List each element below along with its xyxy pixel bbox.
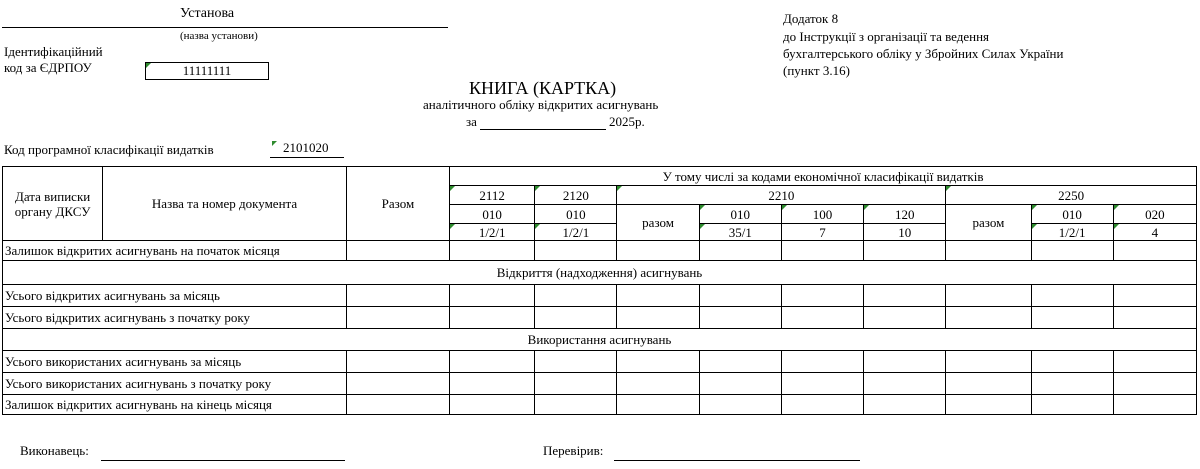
code-2210-total: разом [617, 205, 699, 241]
checker-signature-line[interactable] [614, 460, 860, 461]
table-cell[interactable] [1113, 395, 1196, 415]
cell-marker-icon [946, 186, 951, 191]
table-cell[interactable] [699, 395, 781, 415]
table-cell[interactable] [946, 285, 1031, 307]
row-label-open-year: Усього відкритих асигнувань з початку року [3, 307, 347, 329]
table-cell[interactable] [864, 241, 946, 261]
code-2250: 2250 [946, 186, 1197, 205]
appendix-line2: до Інструкції з організації та ведення [783, 29, 990, 44]
table-cell[interactable] [535, 351, 617, 373]
cell-marker-icon [1032, 205, 1037, 210]
cell-marker-icon [782, 205, 787, 210]
table-cell[interactable] [1031, 395, 1113, 415]
table-cell[interactable] [1113, 241, 1196, 261]
code-2210: 2210 [617, 186, 946, 205]
table-cell[interactable] [1031, 373, 1113, 395]
table-cell[interactable] [699, 307, 781, 329]
table-cell[interactable] [1031, 351, 1113, 373]
table-cell[interactable] [535, 395, 617, 415]
institution-caption: (назва установи) [180, 30, 258, 42]
cell-marker-icon [1032, 224, 1037, 229]
table-cell[interactable] [699, 285, 781, 307]
row-label-used-year: Усього використаних асигнувань з початку року [3, 373, 347, 395]
month-underline[interactable] [480, 129, 606, 130]
program-code-label: Код програмної класифікації видатків [4, 142, 214, 157]
kpk-2210-b: 7 [781, 224, 863, 241]
table-cell[interactable] [781, 307, 863, 329]
table-row [3, 285, 1197, 307]
table-cell[interactable] [781, 351, 863, 373]
table-cell[interactable] [450, 395, 535, 415]
cell-marker-icon [864, 205, 869, 210]
code-2120: 2120 [535, 186, 617, 205]
table-cell[interactable] [535, 307, 617, 329]
edrpou-value: 11111111 [182, 63, 232, 78]
table-cell[interactable] [450, 373, 535, 395]
kpk-2250-a: 1/2/1 [1031, 224, 1113, 241]
table-row [3, 307, 1197, 329]
table-cell[interactable] [346, 241, 449, 261]
executor-label: Виконавець: [20, 443, 89, 458]
table-cell[interactable] [1031, 285, 1113, 307]
table-cell[interactable] [1031, 307, 1113, 329]
cell-marker-icon [617, 186, 622, 191]
row-label-closing: Залишок відкритих асигнувань на кінець місяця [3, 395, 347, 415]
kpk-2112: 1/2/1 [450, 224, 535, 241]
program-code-value: 2101020 [283, 140, 329, 155]
row-label-open-month: Усього відкритих асигнувань за місяць [3, 285, 347, 307]
cell-marker-icon [450, 186, 455, 191]
appendix-line3: бухгалтерського обліку у Збройних Силах України [783, 46, 1064, 61]
table-row [3, 373, 1197, 395]
table-cell[interactable] [450, 307, 535, 329]
table-cell[interactable] [1113, 285, 1196, 307]
table-cell[interactable] [699, 241, 781, 261]
cell-marker-icon [272, 141, 277, 146]
code-2112-sub: 010 [450, 205, 535, 224]
table-cell[interactable] [535, 241, 617, 261]
header-document: Назва та номер документа [103, 167, 347, 241]
table-cell[interactable] [1031, 241, 1113, 261]
edrpou-field[interactable] [145, 62, 269, 80]
cell-marker-icon [700, 224, 705, 229]
cell-marker-icon [450, 224, 455, 229]
section-opening-appropriations: Відкриття (надходження) асигнувань [3, 261, 1197, 285]
table-cell[interactable] [781, 373, 863, 395]
cell-marker-icon [1114, 224, 1119, 229]
table-row [3, 395, 1197, 415]
table-cell[interactable] [450, 285, 535, 307]
table-cell[interactable] [617, 241, 699, 261]
table-cell[interactable] [617, 395, 699, 415]
table-cell[interactable] [699, 351, 781, 373]
table-cell[interactable] [450, 351, 535, 373]
code-2250-total: разом [946, 205, 1031, 241]
table-cell[interactable] [535, 373, 617, 395]
code-2112: 2112 [450, 186, 535, 205]
table-cell[interactable] [946, 351, 1031, 373]
code-2250-b: 020 [1113, 205, 1196, 224]
executor-signature-line[interactable] [101, 460, 345, 461]
cell-marker-icon [146, 63, 151, 68]
kpk-2250-b: 4 [1113, 224, 1196, 241]
section-used-appropriations: Використання асигнувань [3, 329, 1197, 351]
table-cell[interactable] [781, 241, 863, 261]
appendix-number: Додаток 8 [783, 11, 839, 26]
row-label-opening: Залишок відкритих асигнувань на початок місяця [3, 241, 347, 261]
table-cell[interactable] [617, 285, 699, 307]
table-cell[interactable] [617, 351, 699, 373]
table-cell[interactable] [1113, 351, 1196, 373]
checker-label: Перевірив: [543, 443, 604, 458]
table-cell[interactable] [864, 307, 946, 329]
cell-marker-icon [535, 224, 540, 229]
header-total: Разом [346, 167, 449, 241]
table-row [3, 241, 1197, 261]
table-cell[interactable] [864, 285, 946, 307]
edrpou-label-line1: Ідентифікаційний [4, 44, 103, 59]
book-subtitle: аналітичного обліку відкритих асигнувань [423, 97, 659, 112]
row-label-used-month: Усього використаних асигнувань за місяць [3, 351, 347, 373]
table-cell[interactable] [946, 241, 1031, 261]
table-cell[interactable] [617, 307, 699, 329]
code-2120-sub: 010 [535, 205, 617, 224]
table-cell[interactable] [699, 373, 781, 395]
kpk-2210-a: 35/1 [699, 224, 781, 241]
cell-marker-icon [1114, 205, 1119, 210]
header-date: Дата виписки органу ДКСУ [3, 167, 103, 241]
table-cell[interactable] [346, 373, 449, 395]
table-cell[interactable] [781, 285, 863, 307]
code-2210-a: 010 [699, 205, 781, 224]
table-cell[interactable] [946, 373, 1031, 395]
appropriations-table [2, 166, 1197, 415]
year-prefix: за [466, 114, 477, 129]
table-cell[interactable] [1113, 373, 1196, 395]
table-cell[interactable] [450, 241, 535, 261]
cell-marker-icon [535, 186, 540, 191]
code-2210-c: 120 [864, 205, 946, 224]
year-suffix: 2025р. [609, 114, 645, 129]
table-cell[interactable] [346, 307, 449, 329]
table-cell[interactable] [781, 395, 863, 415]
table-cell[interactable] [346, 351, 449, 373]
table-cell[interactable] [864, 351, 946, 373]
institution-name: Установа [180, 6, 235, 21]
table-cell[interactable] [535, 285, 617, 307]
appendix-line4: (пункт 3.16) [783, 63, 850, 78]
table-row [3, 351, 1197, 373]
institution-underline [2, 27, 448, 28]
code-2210-b: 100 [781, 205, 863, 224]
code-2250-a: 010 [1031, 205, 1113, 224]
kpk-2210-c: 10 [864, 224, 946, 241]
table-cell[interactable] [1113, 307, 1196, 329]
kpk-2120: 1/2/1 [535, 224, 617, 241]
table-cell[interactable] [864, 395, 946, 415]
table-cell[interactable] [864, 373, 946, 395]
program-code-underline [270, 157, 344, 158]
table-cell[interactable] [346, 395, 449, 415]
book-title: КНИГА (КАРТКА) [469, 78, 617, 98]
table-cell[interactable] [946, 395, 1031, 415]
table-cell[interactable] [346, 285, 449, 307]
edrpou-label-line2: код за ЄДРПОУ [4, 60, 92, 75]
table-cell[interactable] [617, 373, 699, 395]
header-econ-codes: У тому числі за кодами економічної класифікації видатків [450, 167, 1197, 186]
table-cell[interactable] [946, 307, 1031, 329]
cell-marker-icon [700, 205, 705, 210]
